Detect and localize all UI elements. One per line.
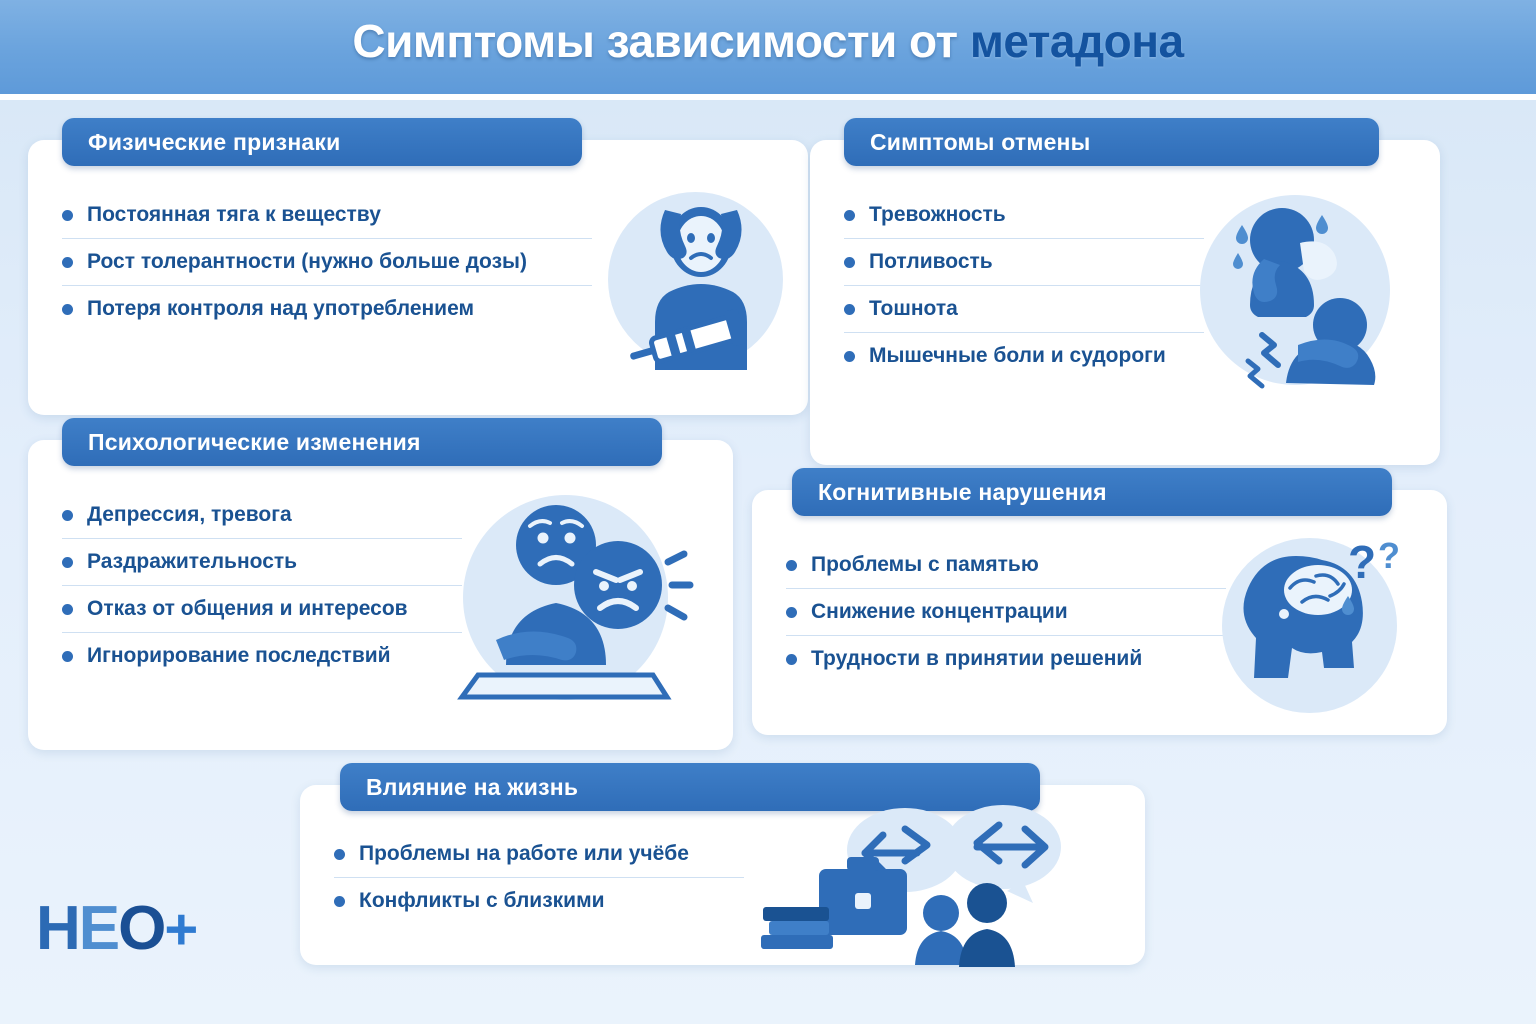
list-item: [62, 633, 462, 679]
list-item-label: Рост толерантности (нужно больше дозы): [87, 250, 527, 273]
list-item-label: Проблемы с памятью: [811, 553, 1039, 576]
card-withdrawal-symptoms-title: Симптомы отмены: [870, 128, 1091, 155]
page-title: [0, 14, 1536, 68]
bullet-icon: [786, 607, 797, 618]
list-item: [334, 878, 744, 924]
logo-part-2: E: [78, 894, 119, 963]
card-cognitive-impairment-list: [786, 542, 1226, 682]
list-item-label: Потливость: [869, 250, 993, 273]
bullet-icon: [62, 210, 73, 221]
list-item: [62, 539, 462, 586]
list-item-label: Конфликты с близкими: [359, 889, 605, 912]
list-item: [62, 192, 592, 239]
card-physical-signs-title: Физические признаки: [88, 128, 341, 155]
card-psychological-changes-list: [62, 492, 462, 679]
person-headache-syringe-icon: [603, 180, 798, 380]
card-cognitive-impairment-title: Когнитивные нарушения: [818, 478, 1107, 505]
card-withdrawal-symptoms-header: [844, 118, 1379, 166]
list-item: [786, 636, 1226, 682]
list-item-label: Тошнота: [869, 297, 958, 320]
list-item-label: Тревожность: [869, 203, 1006, 226]
card-psychological-changes-header: [62, 418, 662, 466]
card-physical-signs-list: [62, 192, 592, 332]
list-item-label: Раздражительность: [87, 550, 298, 573]
list-item: [844, 239, 1204, 286]
card-physical-signs-header: [62, 118, 582, 166]
bullet-icon: [844, 210, 855, 221]
list-item-label: Игнорирование последствий: [87, 644, 391, 667]
card-withdrawal-symptoms-list: [844, 192, 1204, 379]
head-brain-question-marks-icon: [1212, 530, 1417, 725]
page-header: [0, 0, 1536, 100]
logo: [36, 894, 197, 963]
card-life-impact-list: [334, 831, 744, 924]
list-item-label: Постоянная тяга к веществу: [87, 203, 381, 226]
list-item: [62, 286, 592, 332]
bullet-icon: [62, 304, 73, 315]
page-title-main: Симптомы зависимости от: [352, 15, 970, 67]
bullet-icon: [786, 654, 797, 665]
list-item: [62, 239, 592, 286]
card-physical-signs: [28, 128, 808, 415]
list-item-label: Депрессия, тревога: [87, 503, 292, 526]
logo-plus-icon: +: [164, 897, 197, 962]
bullet-icon: [844, 257, 855, 268]
list-item-label: Мышечные боли и судороги: [869, 344, 1166, 367]
card-life-impact-title: Влияние на жизнь: [366, 773, 579, 800]
bullet-icon: [844, 304, 855, 315]
bullet-icon: [334, 896, 345, 907]
briefcase-books-people-conflict-icon: [755, 795, 1145, 970]
bullet-icon: [62, 510, 73, 521]
list-item: [62, 492, 462, 539]
svg-text:?: ?: [1378, 535, 1400, 576]
list-item: [844, 333, 1204, 379]
list-item: [844, 286, 1204, 333]
bullet-icon: [786, 560, 797, 571]
list-item: [786, 589, 1226, 636]
list-item-label: Отказ от общения и интересов: [87, 597, 408, 620]
card-life-impact: [300, 773, 1145, 965]
logo-part-3: O: [118, 894, 165, 963]
card-psychological-changes-title: Психологические изменения: [88, 428, 421, 455]
card-psychological-changes: [28, 428, 733, 750]
card-cognitive-impairment: [752, 478, 1447, 735]
card-cognitive-impairment-header: [792, 468, 1392, 516]
list-item: [786, 542, 1226, 589]
list-item: [334, 831, 744, 878]
list-item-label: Трудности в принятии решений: [811, 647, 1143, 670]
list-item: [62, 586, 462, 633]
bullet-icon: [62, 257, 73, 268]
sweating-person-cramps-icon: [1190, 185, 1405, 400]
bullet-icon: [334, 849, 345, 860]
bullet-icon: [62, 651, 73, 662]
list-item: [844, 192, 1204, 239]
list-item-label: Потеря контроля над употреблением: [87, 297, 475, 320]
bullet-icon: [62, 557, 73, 568]
bullet-icon: [844, 351, 855, 362]
page-title-accent: метадона: [969, 15, 1184, 67]
sad-person-angry-face-icon: [448, 490, 698, 720]
card-withdrawal-symptoms: [810, 128, 1440, 465]
bullet-icon: [62, 604, 73, 615]
svg-text:?: ?: [1348, 536, 1377, 588]
list-item-label: Проблемы на работе или учёбе: [359, 842, 689, 865]
logo-part-1: H: [36, 894, 79, 963]
list-item-label: Снижение концентрации: [811, 600, 1068, 623]
